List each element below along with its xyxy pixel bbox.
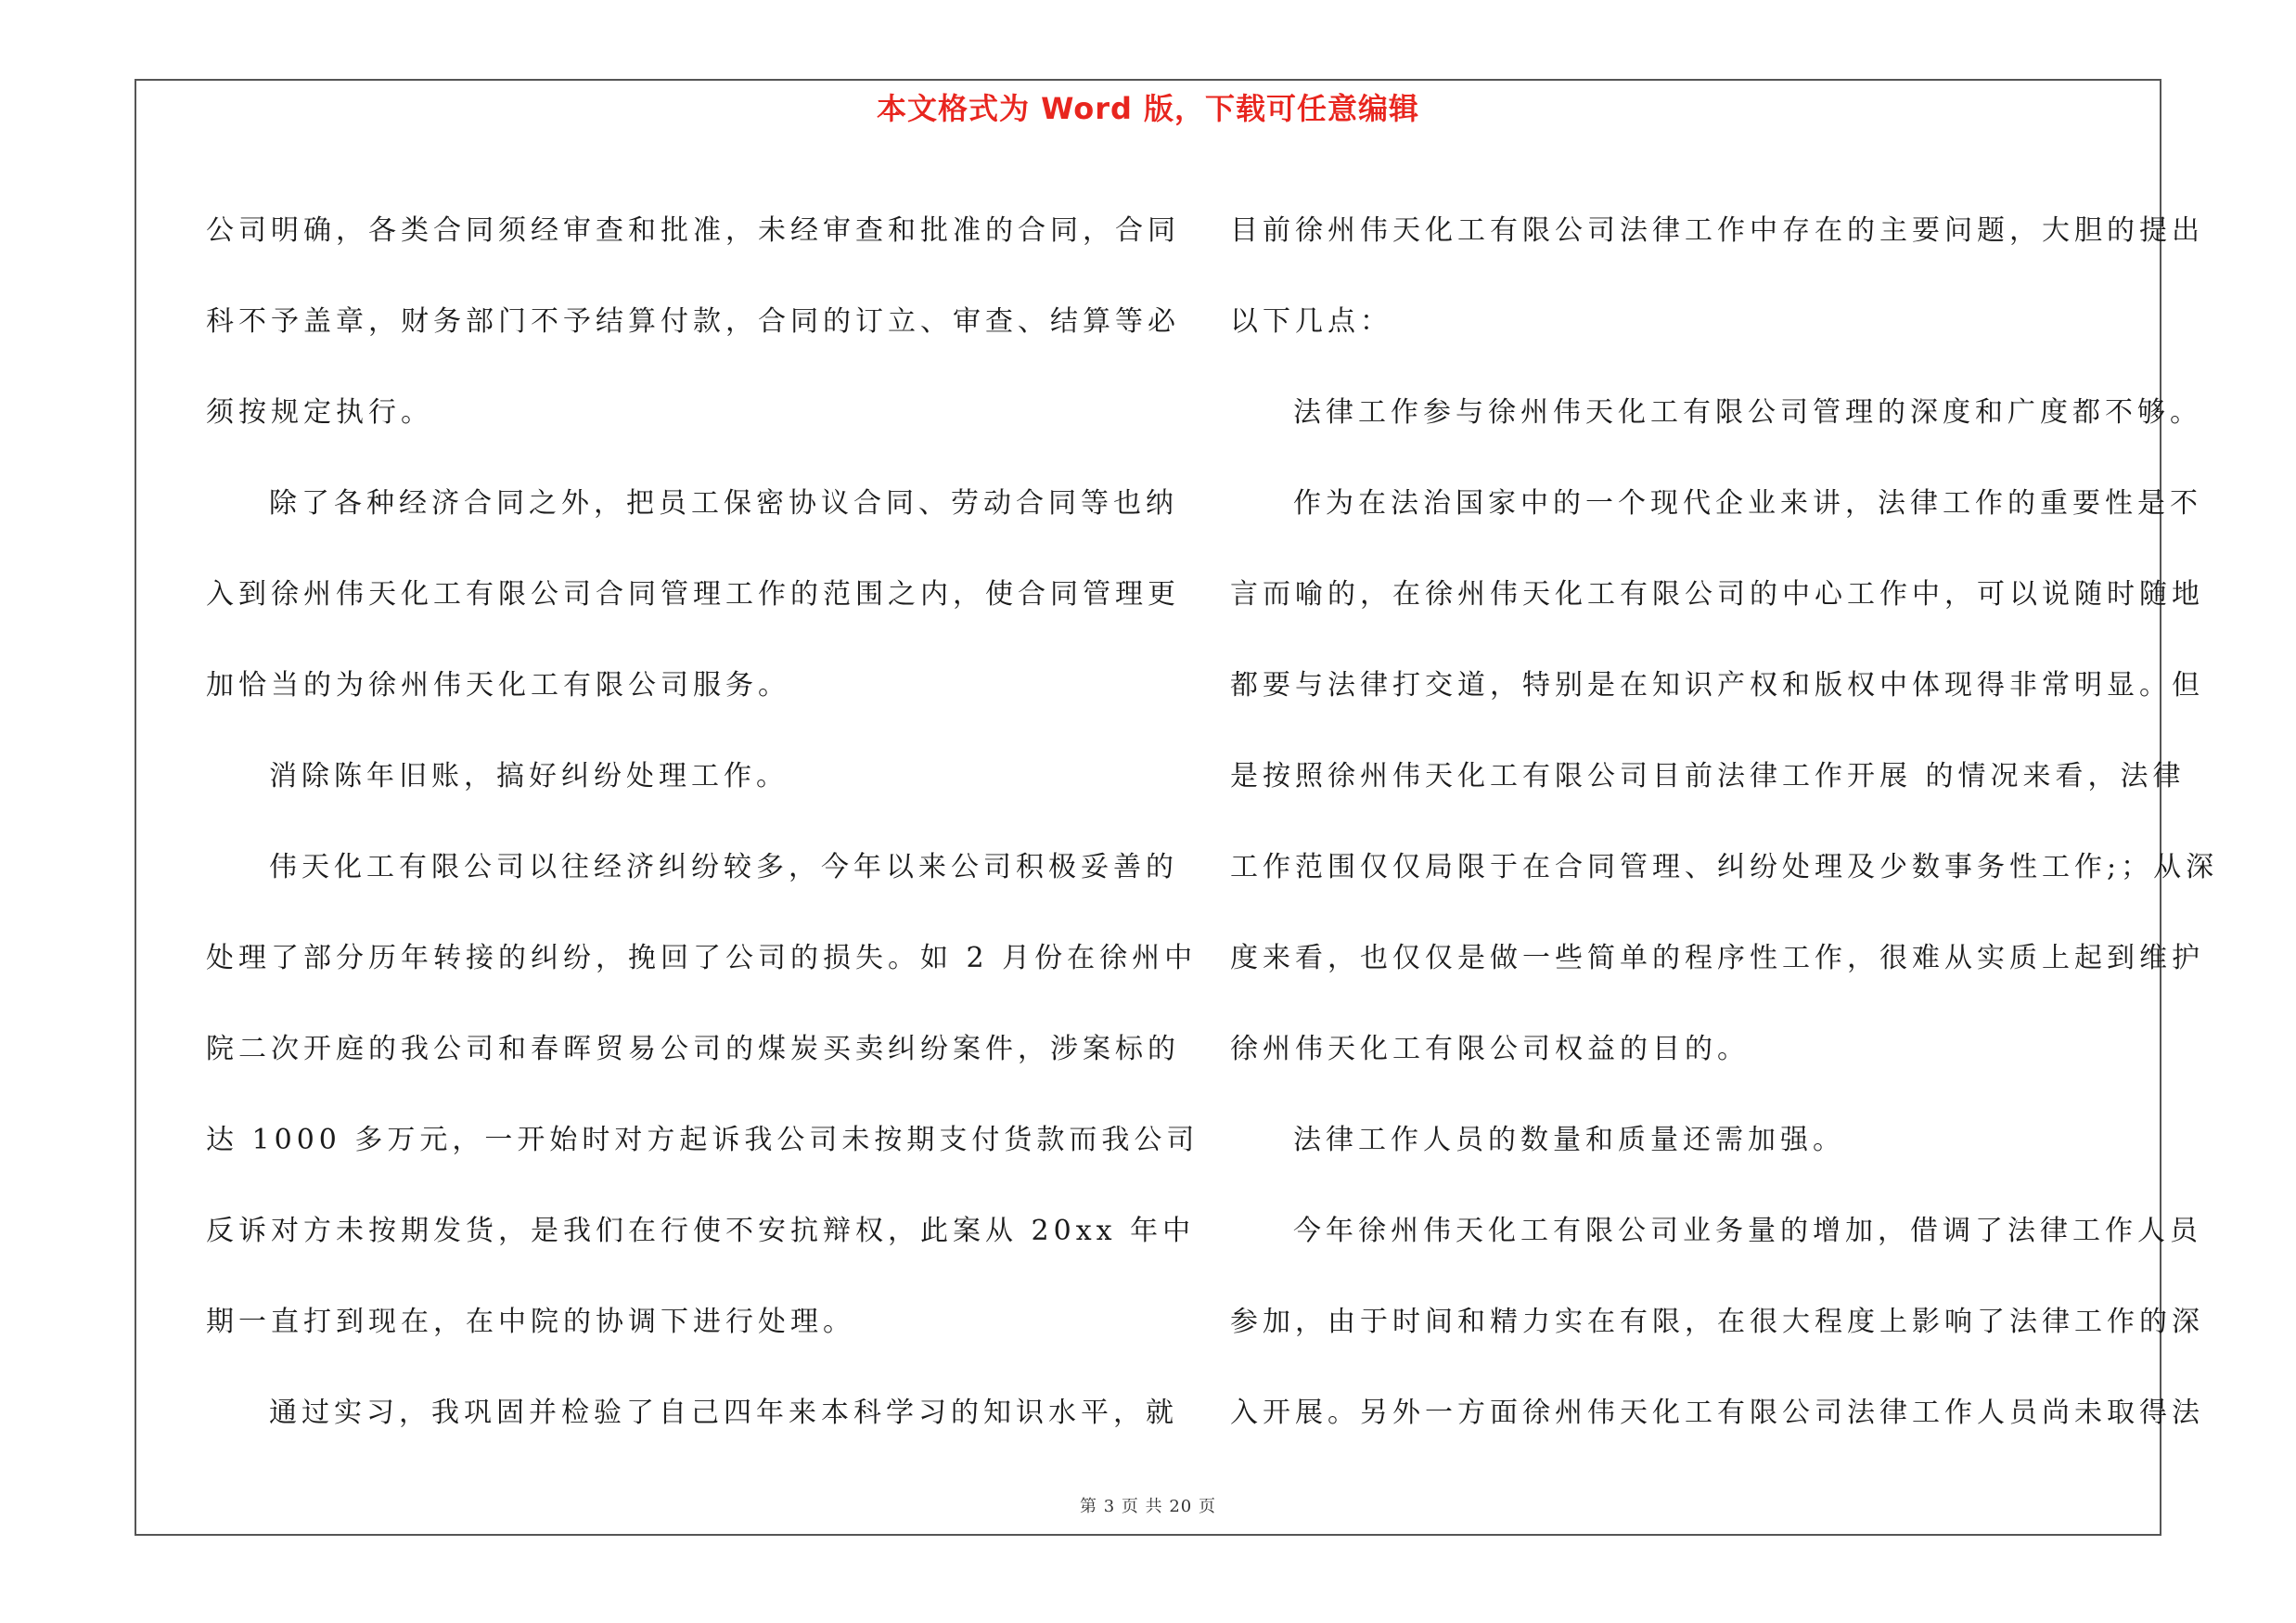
right-text-column: [1230, 186, 2219, 1459]
text-line: 入到徐州伟天化工有限公司合同管理工作的范围之内，使合同管理更: [206, 578, 1180, 611]
text-line: 科不予盖章，财务部门不予结算付款，合同的订立、审查、结算等必: [206, 305, 1180, 338]
text-line: 须按规定执行。: [206, 396, 433, 429]
left-text-column: [206, 186, 1199, 1459]
text-line: 反诉对方未按期发货，是我们在行使不安抗辩权，此案从 20xx 年中: [206, 1215, 1196, 1247]
text-line: 达 1000 多万元，一开始时对方起诉我公司未按期支付货款而我公司: [206, 1124, 1199, 1156]
text-line: 工作范围仅仅局限于在合同管理、纠纷处理及少数事务性工作;；从深: [1230, 851, 2219, 883]
text-line: 言而喻的，在徐州伟天化工有限公司的中心工作中，可以说随时随地: [1230, 578, 2204, 611]
text-line: 今年徐州伟天化工有限公司业务量的增加，借调了法律工作人员: [1293, 1215, 2202, 1247]
text-line: 以下几点：: [1230, 305, 1392, 338]
text-line: 是按照徐州伟天化工有限公司目前法律工作开展 的情况来看，法律: [1230, 760, 2186, 792]
text-line: 作为在法治国家中的一个现代企业来讲，法律工作的重要性是不: [1293, 487, 2202, 520]
format-banner: 本文格式为 Word 版，下载可任意编辑: [876, 91, 1420, 126]
text-line: 法律工作人员的数量和质量还需加强。: [1293, 1124, 1845, 1156]
text-line: 法律工作参与徐州伟天化工有限公司管理的深度和广度都不够。: [1293, 396, 2202, 429]
text-line: 除了各种经济合同之外，把员工保密协议合同、劳动合同等也纳: [269, 487, 1178, 520]
text-line: 入开展。另外一方面徐州伟天化工有限公司法律工作人员尚未取得法: [1230, 1397, 2204, 1429]
text-line: 加恰当的为徐州伟天化工有限公司服务。: [206, 669, 790, 702]
text-line: 处理了部分历年转接的纠纷，挽回了公司的损失。如 2 月份在徐州中: [206, 942, 1198, 974]
text-line: 伟天化工有限公司以往经济纠纷较多，今年以来公司积极妥善的: [269, 851, 1178, 883]
page-footer: 第 3 页 共 20 页: [1080, 1497, 1216, 1516]
text-line: 参加，由于时间和精力实在有限，在很大程度上影响了法律工作的深: [1230, 1306, 2204, 1338]
text-line: 目前徐州伟天化工有限公司法律工作中存在的主要问题，大胆的提出: [1230, 214, 2204, 247]
text-line: 期一直打到现在，在中院的协调下进行处理。: [206, 1306, 855, 1338]
text-line: 度来看，也仅仅是做一些简单的程序性工作，很难从实质上起到维护: [1230, 942, 2204, 974]
text-line: 都要与法律打交道，特别是在知识产权和版权中体现得非常明显。但: [1230, 669, 2204, 702]
text-line: 消除陈年旧账，搞好纠纷处理工作。: [269, 760, 789, 792]
text-line: 徐州伟天化工有限公司权益的目的。: [1230, 1033, 1750, 1065]
text-line: 公司明确，各类合同须经审查和批准，未经审查和批准的合同，合同: [206, 214, 1180, 247]
text-line: 通过实习，我巩固并检验了自己四年来本科学习的知识水平，就: [269, 1397, 1178, 1429]
text-line: 院二次开庭的我公司和春晖贸易公司的煤炭买卖纠纷案件，涉案标的: [206, 1033, 1180, 1065]
